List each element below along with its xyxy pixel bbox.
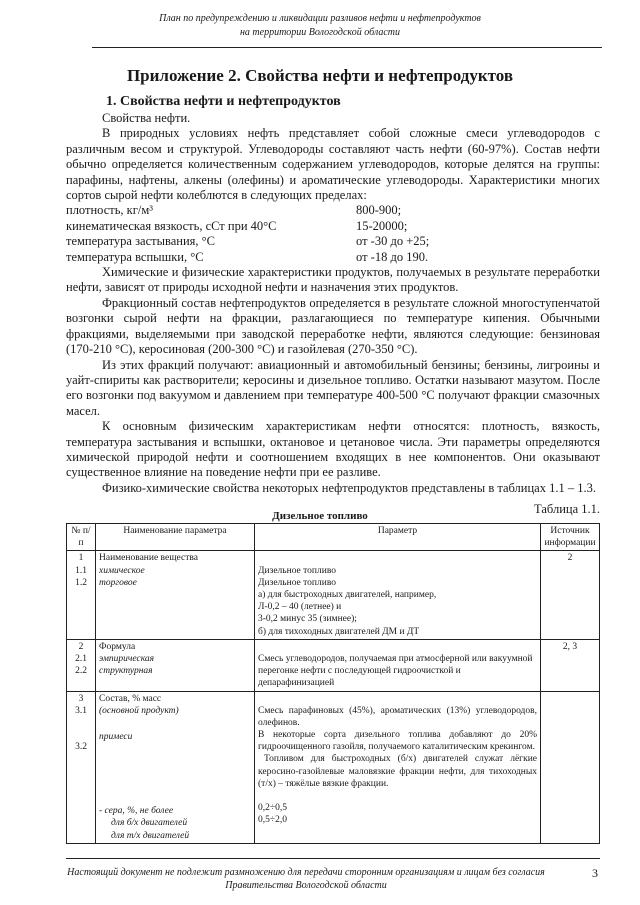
characteristic-name: кинематическая вязкость, сСт при 40°С	[66, 218, 277, 233]
row-number: 3 3.1 3.2	[67, 691, 96, 843]
characteristic-name: температура застывания, °С	[66, 234, 215, 249]
param-text: В некоторые сорта дизельного топлива добавляют до 20% гидроочищенного газойля, получаемого каталитическим крекингом.	[258, 730, 537, 753]
row-name-sub: (основной продукт)	[99, 705, 179, 716]
paragraph: Физико-химические свойства некоторых нефтепродуктов представлены в таблицах 1.1 – 1.3.	[102, 480, 596, 495]
paragraph: В природных условиях нефть представляет собой сложные смеси углеводородов с различным весом и структурой. Углеводороды составляют часть нефти (60-97%). Состав нефти обычно определяется количественным содержанием углеводородов, которые делятся на группы: парафины, нафтены, алкены (олефины) и ароматические углеводороды. Характеристики многих сортов сырой нефти колеблются в следующих пределах:	[66, 126, 600, 203]
row-name-main: Формула	[99, 641, 136, 652]
row-number: 1 1.1 1.2	[67, 551, 96, 639]
page-number: 3	[592, 866, 598, 880]
table-row	[67, 639, 600, 691]
row-name-sub: для б/х двигателей	[111, 818, 188, 829]
body-text	[66, 111, 600, 518]
appendix-title: Приложение 2. Свойства нефти и нефтепродуктов	[126, 66, 514, 85]
table-title: Дизельное топливо	[272, 510, 368, 522]
section-heading: 1. Свойства нефти и нефтепродуктов	[106, 94, 341, 109]
row-parameter: Смесь углеводородов, получаемая при атмосферной или вакуумной перегонке нефти с последующей гидроочисткой и депарафинизацией	[255, 639, 541, 691]
characteristic-row	[66, 203, 600, 218]
row-parameter: Дизельное топливо Дизельное топливо а) для быстроходных двигателей, например, Л-0,2 – 40 (летнее) и 3-0,2 минус 35 (зимнее); б) для тихоходных двигателей ДМ и ДТ	[255, 551, 541, 639]
paragraph: Химические и физические характеристики продуктов, получаемых в результате переработки нефти, зависят от природы исходной нефти и назначения этих продуктов.	[66, 265, 600, 295]
row-name-sub: для т/х двигателей	[111, 830, 190, 841]
row-name-sub: структурная	[99, 666, 153, 677]
row-name	[96, 551, 255, 639]
header-line-2: на территории Вологодской области	[239, 27, 401, 38]
row-source: 2, 3	[541, 639, 600, 691]
row-parameter	[255, 691, 541, 843]
table-caption: Таблица 1.1.	[534, 502, 600, 517]
header-rule	[92, 47, 602, 48]
table-row	[67, 551, 600, 639]
characteristic-name: температура вспышки, °С	[66, 249, 204, 264]
row-source: 2	[541, 551, 600, 639]
row-name-sub: - сера, %, не более	[99, 806, 174, 817]
characteristic-value: от -30 до +25;	[356, 234, 430, 249]
param-text: Топливом для быстроходных (б/х) двигателей служат лёгкие керосино-газойлевые маловязкие фракции нефти, для тихоходных (т/х) – тяжёлые вязкие фракции.	[258, 754, 537, 789]
param-value: 0,5÷2,0	[258, 815, 287, 826]
row-number: 2 2.1 2.2	[67, 639, 96, 691]
characteristic-row	[66, 250, 600, 265]
header-cell-source: Источник информации	[541, 524, 600, 551]
table-row	[67, 691, 600, 843]
paragraph: К основным физическим характеристикам нефти относятся: плотность, вязкость, температура застывания и вспышки, октановое и цетановое числа. Эти параметры определяются химической природой нефти и соотношением входящих в нее компонентов. Они оказывают существенное влияние на поведение нефти при ее разливе.	[66, 419, 600, 480]
param-value: 0,2÷0,5	[258, 803, 287, 814]
running-header	[60, 12, 580, 40]
header-cell-param: Параметр	[255, 524, 541, 551]
paragraph: Из этих фракций получают: авиационный и автомобильный бензины; бензины, лигроины и уайт-спириты как растворители; керосины и дизельное топливо. Остатки называют мазутом. После его возгонки под вакуумом и давлением при температуре 400-500 °С получают фракции смазочных масел.	[66, 357, 600, 418]
row-name-sub: торговое	[99, 577, 137, 588]
characteristic-value: 15-20000;	[356, 218, 408, 233]
row-name-sub: химическое	[99, 565, 145, 576]
row-name	[96, 639, 255, 691]
footer-rule	[66, 858, 600, 859]
row-source	[541, 691, 600, 843]
row-name-main: Наименование вещества	[99, 553, 198, 564]
row-name-sub: эмпирическая	[99, 654, 155, 665]
param-text: Смесь парафиновых (45%), ароматических (13%) углеводородов, олефинов.	[258, 705, 537, 728]
header-line-1: План по предупреждению и ликвидации разливов нефти и нефтепродуктов	[159, 13, 481, 24]
characteristic-value: от -18 до 190.	[356, 249, 429, 264]
header-cell-num: № п/п	[67, 524, 96, 551]
row-name	[96, 691, 255, 843]
properties-table	[66, 523, 600, 844]
table-header-row	[67, 524, 600, 551]
row-name-main: Состав, % масс	[99, 693, 162, 704]
characteristic-row	[66, 234, 600, 249]
row-name-sub: примеси	[99, 732, 133, 743]
characteristic-name: плотность, кг/м³	[66, 203, 154, 218]
paragraph: Фракционный состав нефтепродуктов определяется в результате сложной многоступенчатой возгонки сырой нефти на фракции, разлагающиеся по температуре кипения. Обычными фракциями, выделяемыми при заводской переработке нефти, являются следующие: бензиновая (170-210 °С), керосиновая (200-300 °С) и газойлевая (270-350 °С).	[66, 295, 600, 357]
header-cell-name: Наименование параметра	[96, 524, 255, 551]
characteristic-row	[66, 219, 600, 234]
characteristic-value: 800-900;	[356, 203, 402, 218]
footer-notice: Настоящий документ не подлежит размножению для передачи сторонним организациям и лицам без согласия Правительства Вологодской области	[67, 867, 545, 891]
paragraph: Свойства нефти.	[102, 111, 191, 125]
